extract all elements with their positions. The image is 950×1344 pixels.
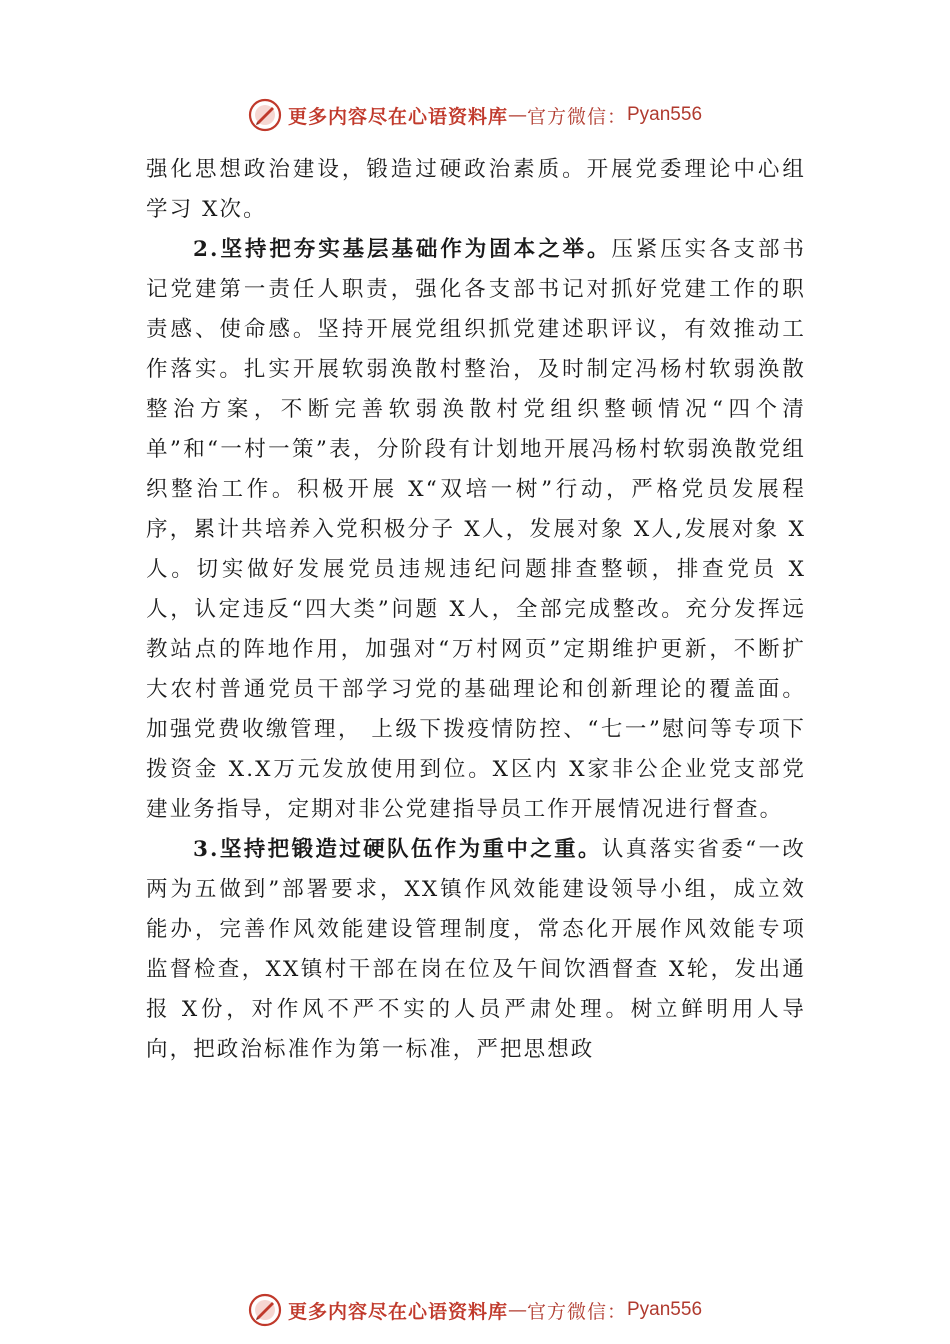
paragraph-1: 强化思想政治建设，锻造过硬政治素质。开展党委理论中心组学习 X次。 — [146, 157, 806, 222]
watermark-brand: 更多内容尽在心语资料库 — [287, 105, 508, 128]
paragraph-3-body: 认真落实省委“一改两为五做到”部署要求，XX镇作风效能建设领导小组，成立效能办，完善作风效能建设管理制度，常态化开展作风效能专项监督检查，XX镇村干部在岗在位及午间饮酒督查 X轮，发出通报 X份，对作风不严不实的人员严肃处理。树立鲜明用人导向，把政治标准作为第一标准，严把思想政 — [146, 837, 806, 1062]
watermark-separator: — — [507, 104, 527, 126]
document-body — [146, 150, 806, 1070]
watermark-handle: Pyan556 — [627, 104, 703, 125]
watermark-brand: 更多内容尽在心语资料库 — [287, 1300, 508, 1323]
brand-logo-icon — [248, 1293, 282, 1327]
watermark-footer — [0, 1290, 950, 1330]
paragraph-2-heading: 2.坚持把夯实基层基础作为固本之举。 — [193, 237, 612, 262]
paragraph-2-body: 压紧压实各支部书记党建第一责任人职责，强化各支部书记对抓好党建工作的职责感、使命感。坚持开展党组织抓党建述职评议，有效推动工作落实。扎实开展软弱涣散村整治，及时制定冯杨村软弱涣散整治方案，不断完善软弱涣散村党组织整顿情况“四个清单”和“一村一策”表，分阶段有计划地开展冯杨村软弱涣散党组织整治工作。积极开展 X“双培一树”行动，严格党员发展程序，累计共培养入党积极分子 X人，发展对象 X人,发展对象 X人。切实做好发展党员违规违纪问题排查整顿，排查党员 X人，认定违反“四大类”问题 X人，全部完成整改。充分发挥远教站点的阵地作用，加强对“万村网页”定期维护更新，不断扩大农村普通党员干部学习党的基础理论和创新理论的覆盖面。加强党费收缴管理， 上级下拨疫情防控、“七一”慰问等专项下拨资金 X.X万元发放使用到位。X区内 X家非公企业党支部党建业务指导，定期对非公党建指导员工作开展情况进行督查。 — [146, 237, 806, 822]
watermark-contact-label: 官方微信： — [526, 105, 627, 128]
paragraph-3 — [146, 830, 806, 1070]
watermark-header — [0, 95, 950, 135]
watermark-handle: Pyan556 — [627, 1299, 703, 1320]
paragraph-2 — [146, 230, 806, 830]
paragraph-3-heading: 3.坚持把锻造过硬队伍作为重中之重。 — [193, 837, 602, 862]
watermark-contact-label: 官方微信： — [526, 1300, 627, 1323]
brand-logo-icon — [248, 98, 282, 132]
watermark-separator: — — [507, 1299, 527, 1321]
